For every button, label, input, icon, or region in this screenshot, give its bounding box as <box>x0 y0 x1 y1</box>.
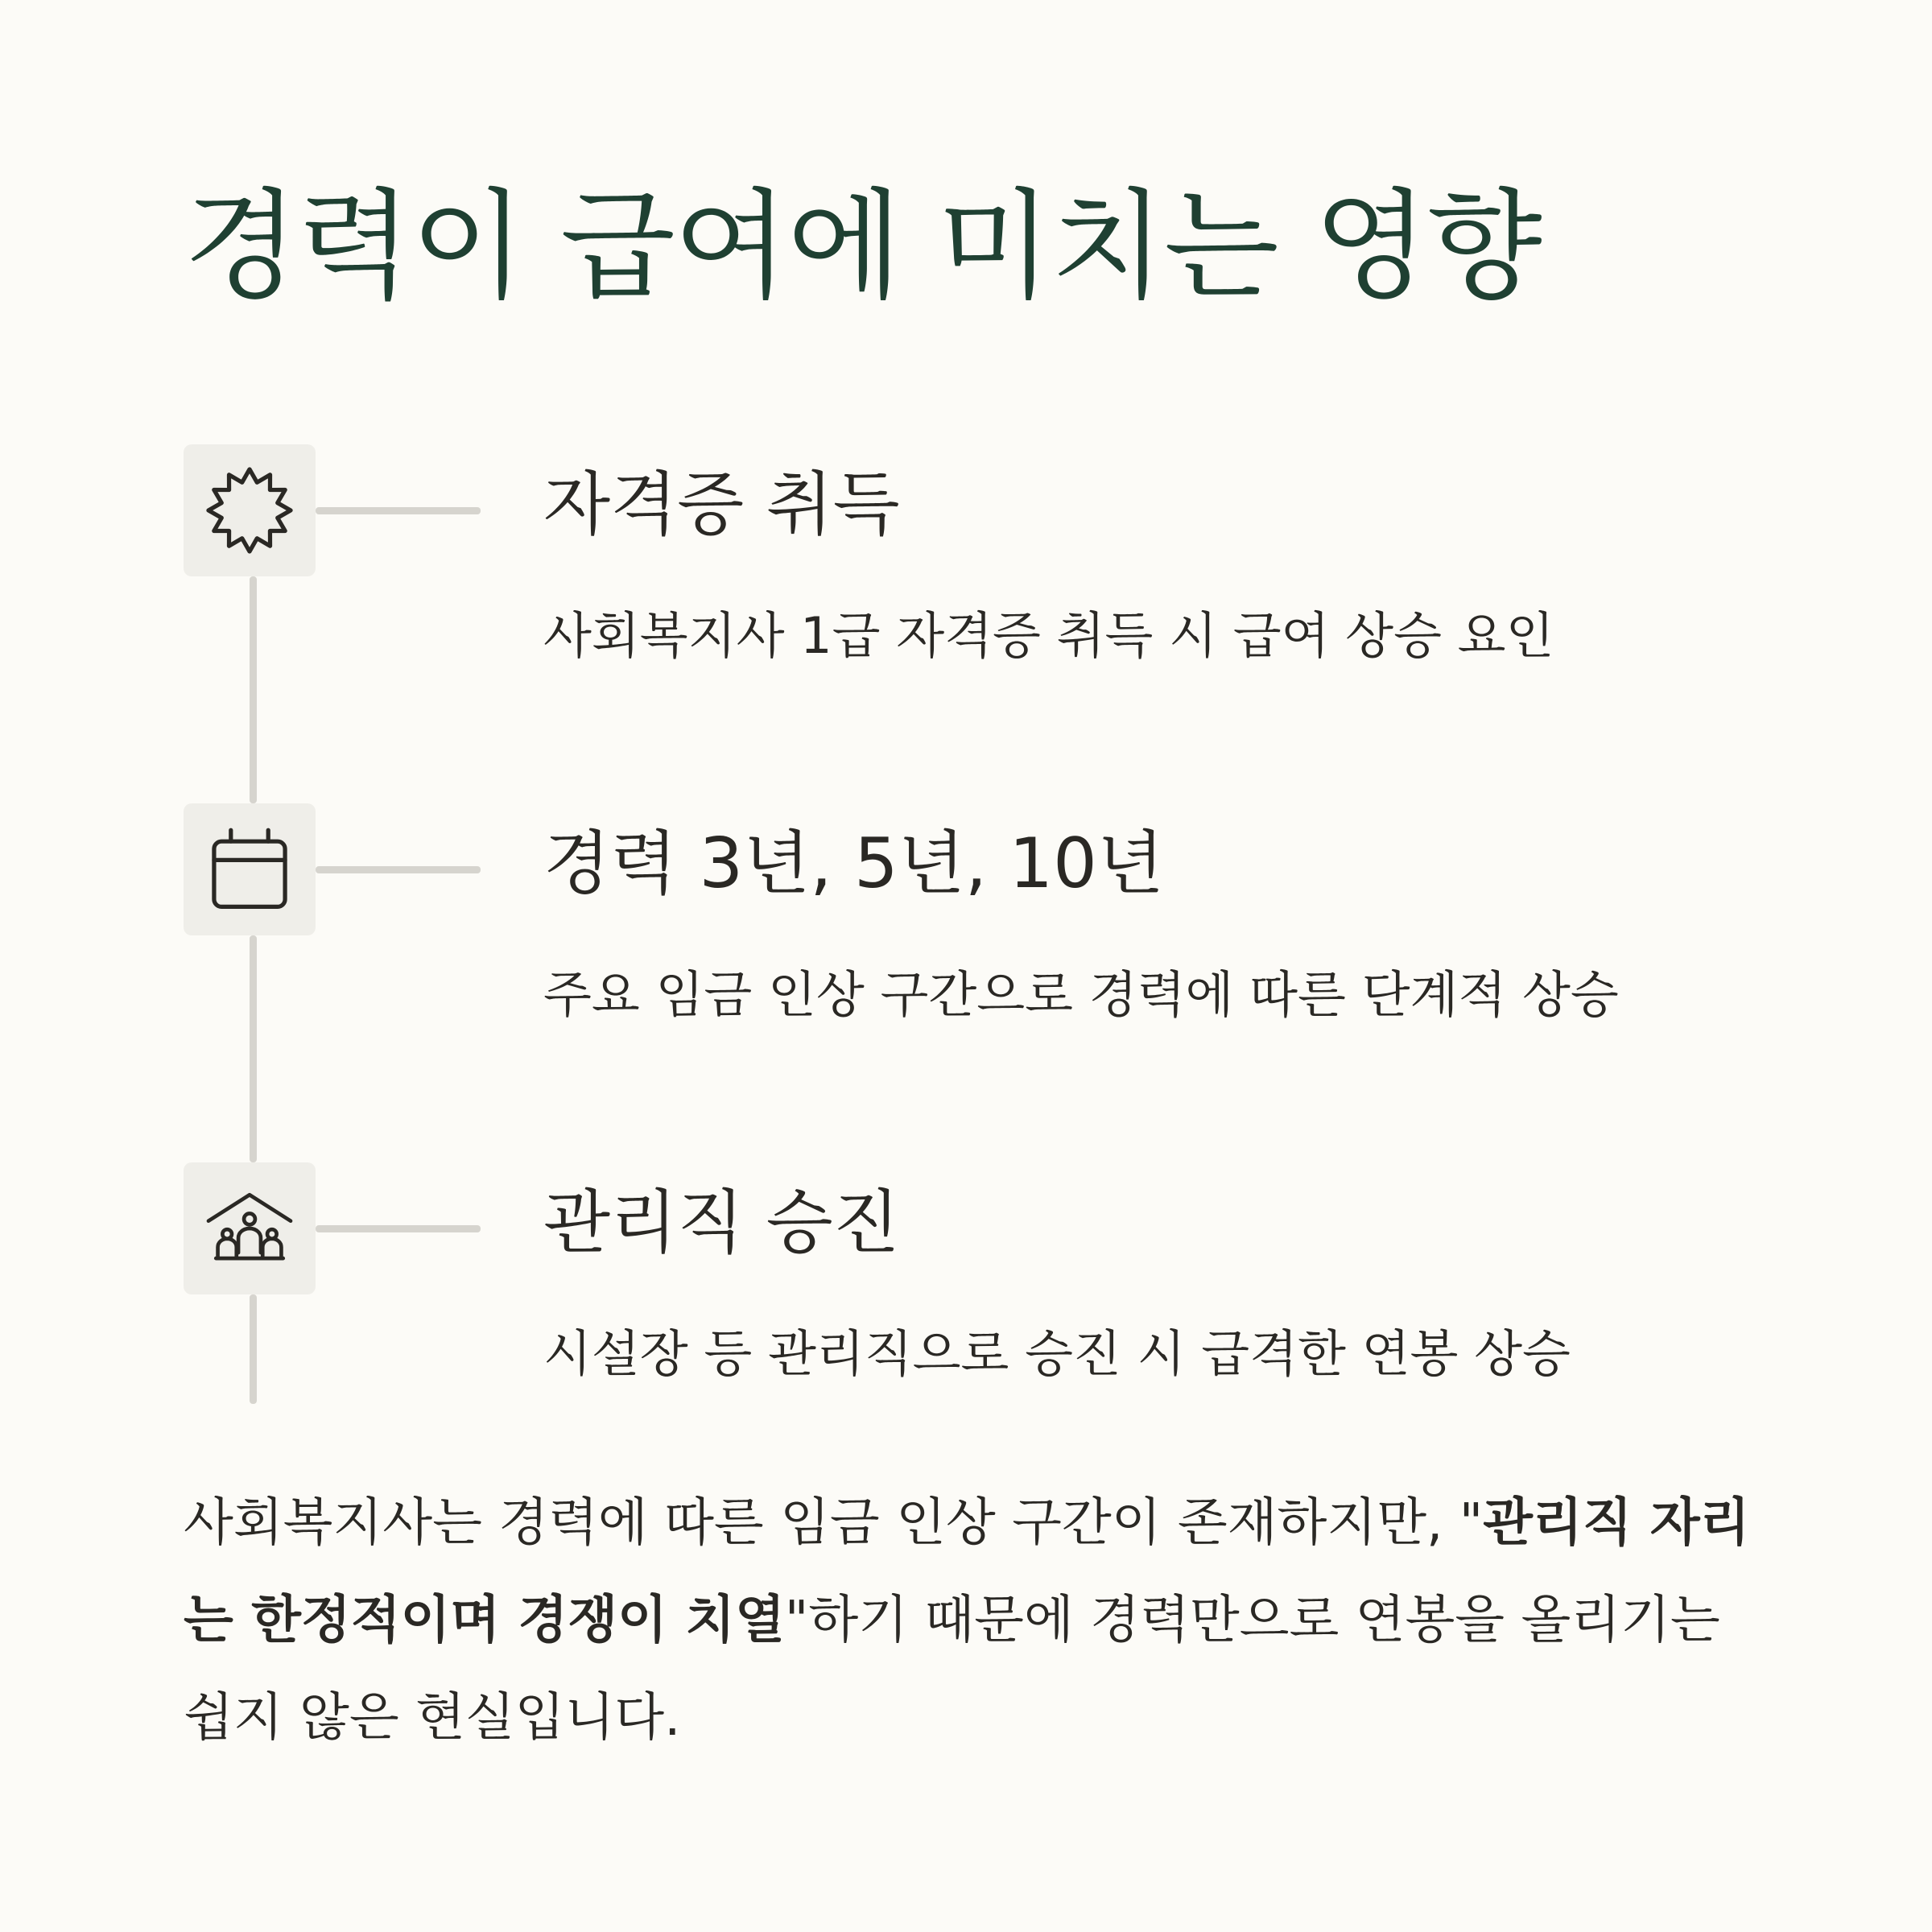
team-house-icon <box>203 1182 296 1275</box>
timeline-item-description: 사회복지사 1급 자격증 취득 시 급여 상승 요인 <box>543 606 1554 665</box>
summary-emphasis: 관리직 자리는 한정적이며 경쟁이 치열 <box>184 1493 1750 1650</box>
timeline-spine <box>250 1294 257 1404</box>
timeline-item-description: 주요 임금 인상 구간으로 경력에 따른 단계적 상승 <box>543 965 1619 1024</box>
badge-icon <box>203 464 296 557</box>
timeline-connector <box>316 1225 481 1232</box>
calendar-icon <box>203 823 296 916</box>
timeline-icon-box <box>184 803 316 935</box>
timeline-spine <box>250 935 257 1162</box>
timeline-connector <box>316 866 481 873</box>
timeline-icon-box <box>184 1162 316 1294</box>
timeline-item-title: 관리직 승진 <box>543 1183 900 1263</box>
summary-paragraph <box>184 1475 1761 1767</box>
summary-text: "하기 때문에 경력만으로 연봉을 올리기는 쉽지 않은 현실입니다. <box>184 1591 1720 1748</box>
timeline-item-description: 시설장 등 관리직으로 승진 시 급격한 연봉 상승 <box>543 1324 1571 1383</box>
timeline-connector <box>316 507 481 514</box>
page-title: 경력이 급여에 미치는 영향 <box>184 177 1541 316</box>
timeline-spine <box>250 576 257 803</box>
summary-text: 사회복지사는 경력에 따른 임금 인상 구간이 존재하지만, " <box>184 1493 1484 1553</box>
timeline-item-title: 경력 3년, 5년, 10년 <box>543 824 1164 904</box>
timeline-item-title: 자격증 취득 <box>543 464 900 545</box>
timeline-icon-box <box>184 444 316 576</box>
